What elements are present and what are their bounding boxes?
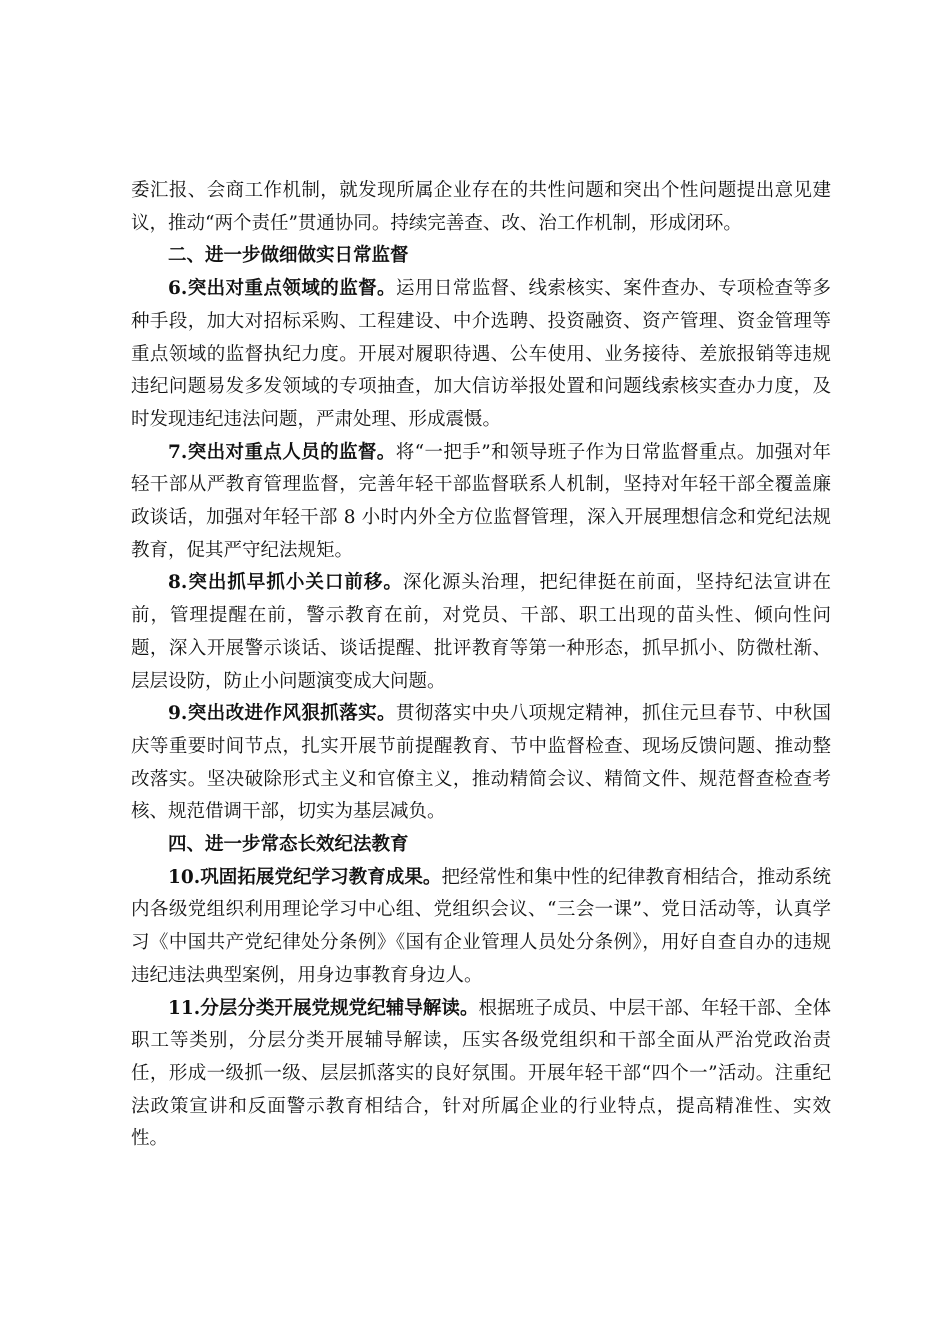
paragraph-continuation: 委汇报、会商工作机制，就发现所属企业存在的共性问题和突出个性问题提出意见建议，推动“两个责任”贯通协同。持续完善查、改、治工作机制，形成闭环。 <box>131 180 831 234</box>
item-9-body: 贯彻落实中央八项规定精神，抓住元旦春节、中秋国庆等重要时间节点，扎实开展节前提醒教育、节中监督检查、现场反馈问题、推动整改落实。坚决破除形式主义和官僚主义，推动精简会议、精简文件、规范督查检查考核、规范借调干部，切实为基层减负。 <box>131 703 831 823</box>
item-6-body: 运用日常监督、线索核实、案件查办、专项检查等多种手段，加大对招标采购、工程建设、中介选聘、投资融资、资产管理、资金管理等重点领域的监督执纪力度。开展对履职待遇、公车使用、业务接待、差旅报销等违规违纪问题易发多发领域的专项抽查，加大信访举报处置和问题线索核实查办力度，及时发现违纪违法问题，严肃处理、形成震慑。 <box>131 278 831 430</box>
document-page <box>131 175 831 1156</box>
item-8-lead: 8.突出抓早抓小关口前移。 <box>168 572 403 594</box>
item-6-lead: 6.突出对重点领域的监督。 <box>168 278 396 300</box>
item-10-lead: 10.巩固拓展党纪学习教育成果。 <box>168 866 442 888</box>
item-6 <box>131 273 831 437</box>
item-11-lead: 11.分层分类开展党规党纪辅导解读。 <box>168 997 479 1019</box>
section-heading-4: 四、进一步常态长效纪法教育 <box>168 834 409 856</box>
item-9 <box>131 698 831 829</box>
item-7 <box>131 437 831 568</box>
item-11 <box>131 993 831 1157</box>
item-10-body: 把经常性和集中性的纪律教育相结合，推动系统内各级党组织利用理论学习中心组、党组织会议、“三会一课”、党日活动等，认真学习《中国共产党纪律处分条例》《国有企业管理人员处分条例》，用好自查自办的违规违纪违法典型案例，用身边事教育身边人。 <box>131 866 831 986</box>
item-8-body: 深化源头治理，把纪律挺在前面，坚持纪法宣讲在前，管理提醒在前，警示教育在前，对党员、干部、职工出现的苗头性、倾向性问题，深入开展警示谈话、谈话提醒、批评教育等第一种形态，抓早抓小、防微杜渐、层层设防，防止小问题演变成大问题。 <box>131 572 831 692</box>
item-7-lead: 7.突出对重点人员的监督。 <box>168 441 396 463</box>
item-7-body: 将“一把手”和领导班子作为日常监督重点。加强对年轻干部从严教育管理监督，完善年轻干部监督联系人机制，坚持对年轻干部全覆盖廉政谈话，加强对年轻干部 8 小时内外全方位监督管理，深入开展理想信念和党纪法规教育，促其严守纪法规矩。 <box>131 441 831 561</box>
item-8 <box>131 567 831 698</box>
item-11-body: 根据班子成员、中层干部、年轻干部、全体职工等类别，分层分类开展辅导解读，压实各级党组织和干部全面从严治党政治责任，形成一级抓一级、层层抓落实的良好氛围。开展年轻干部“四个一”活动。注重纪法政策宣讲和反面警示教育相结合，针对所属企业的行业特点，提高精准性、实效性。 <box>131 997 832 1150</box>
item-9-lead: 9.突出改进作风狠抓落实。 <box>168 703 396 725</box>
section-heading-2: 二、进一步做细做实日常监督 <box>168 245 409 267</box>
item-10 <box>131 862 831 993</box>
